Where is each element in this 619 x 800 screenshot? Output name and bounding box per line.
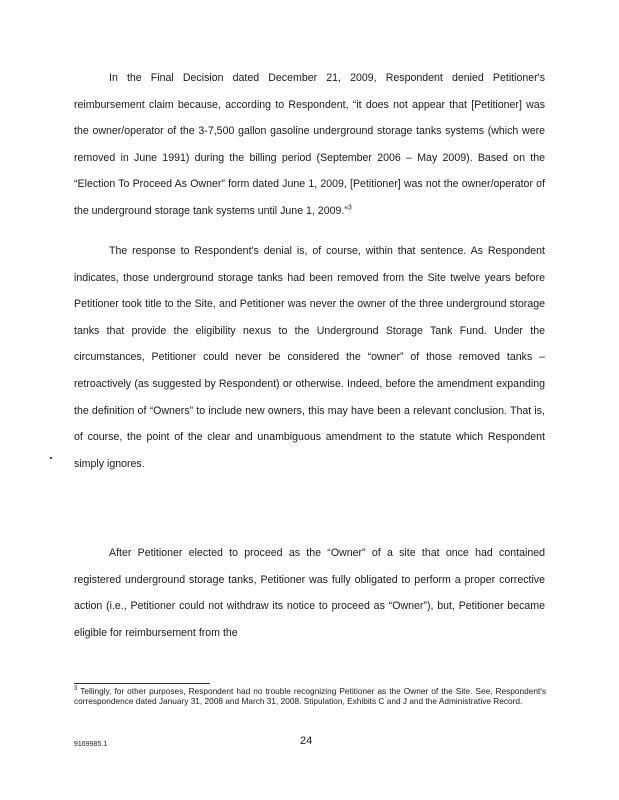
paragraph-text: In the Final Decision dated December 21, 2009, Respondent denied Petitioner's reimbursement claim because, according to Respondent, “it does not appear that [Petitioner] was the owner/operator of the 3-7,500 gallon gasoline underground storage tanks systems (which were removed in June 1991) during the billing period (September 2006 – May 2009). Based on the “Election To Proceed As Owner” form dated June 1, 2009, [Petitioner] was not the owner/operator of the underground storage tank systems until June 1, 2009.” — [74, 72, 545, 217]
footnote — [74, 686, 546, 707]
page-number: 24 — [300, 735, 313, 747]
paragraph-response — [74, 238, 545, 477]
document-id: 9169985.1 — [74, 741, 108, 748]
margin-speck — [50, 457, 52, 459]
paragraph-final-decision — [74, 65, 545, 225]
paragraph-text: The response to Respondent's denial is, of course, within that sentence. As Respondent indicates, those underground storage tanks had been removed from the Site twelve years before Petitioner took title to the Site, and Petitioner was never the owner of the three underground storage tanks that provide the eligibility nexus to the Underground Storage Tank Fund. Under the circumstances, Petitioner could never be considered the “owner” of those removed tanks – retroactively (as suggested by Respondent) or otherwise. Indeed, before the amendment expanding the definition of “Owners” to include new owners, this may have been a relevant conclusion. That is, of course, the point of the clear and unambiguous amendment to the statute which Respondent simply ignores. — [74, 245, 545, 470]
footnote-text: Tellingly, for other purposes, Respondent had no trouble recognizing Petitioner as the Owner of the Site. See, Respondent's correspondence dated January 31, 2008 and March 31, 2008. Stipulation, Exhibits C and J and the Administrative Record. — [74, 686, 546, 707]
paragraph-election — [74, 540, 545, 646]
paragraph-text: After Petitioner elected to proceed as the “Owner” of a site that once had contained registered underground storage tanks, Petitioner was fully obligated to perform a proper corrective action (i.e., Petitioner could not withdraw its notice to proceed as “Owner”), but, Petitioner became eligible for reimbursement from the — [74, 547, 545, 639]
footnote-reference: 3 — [347, 204, 352, 212]
footnote-separator — [74, 683, 210, 684]
footnote-marker: 3 — [74, 686, 78, 693]
